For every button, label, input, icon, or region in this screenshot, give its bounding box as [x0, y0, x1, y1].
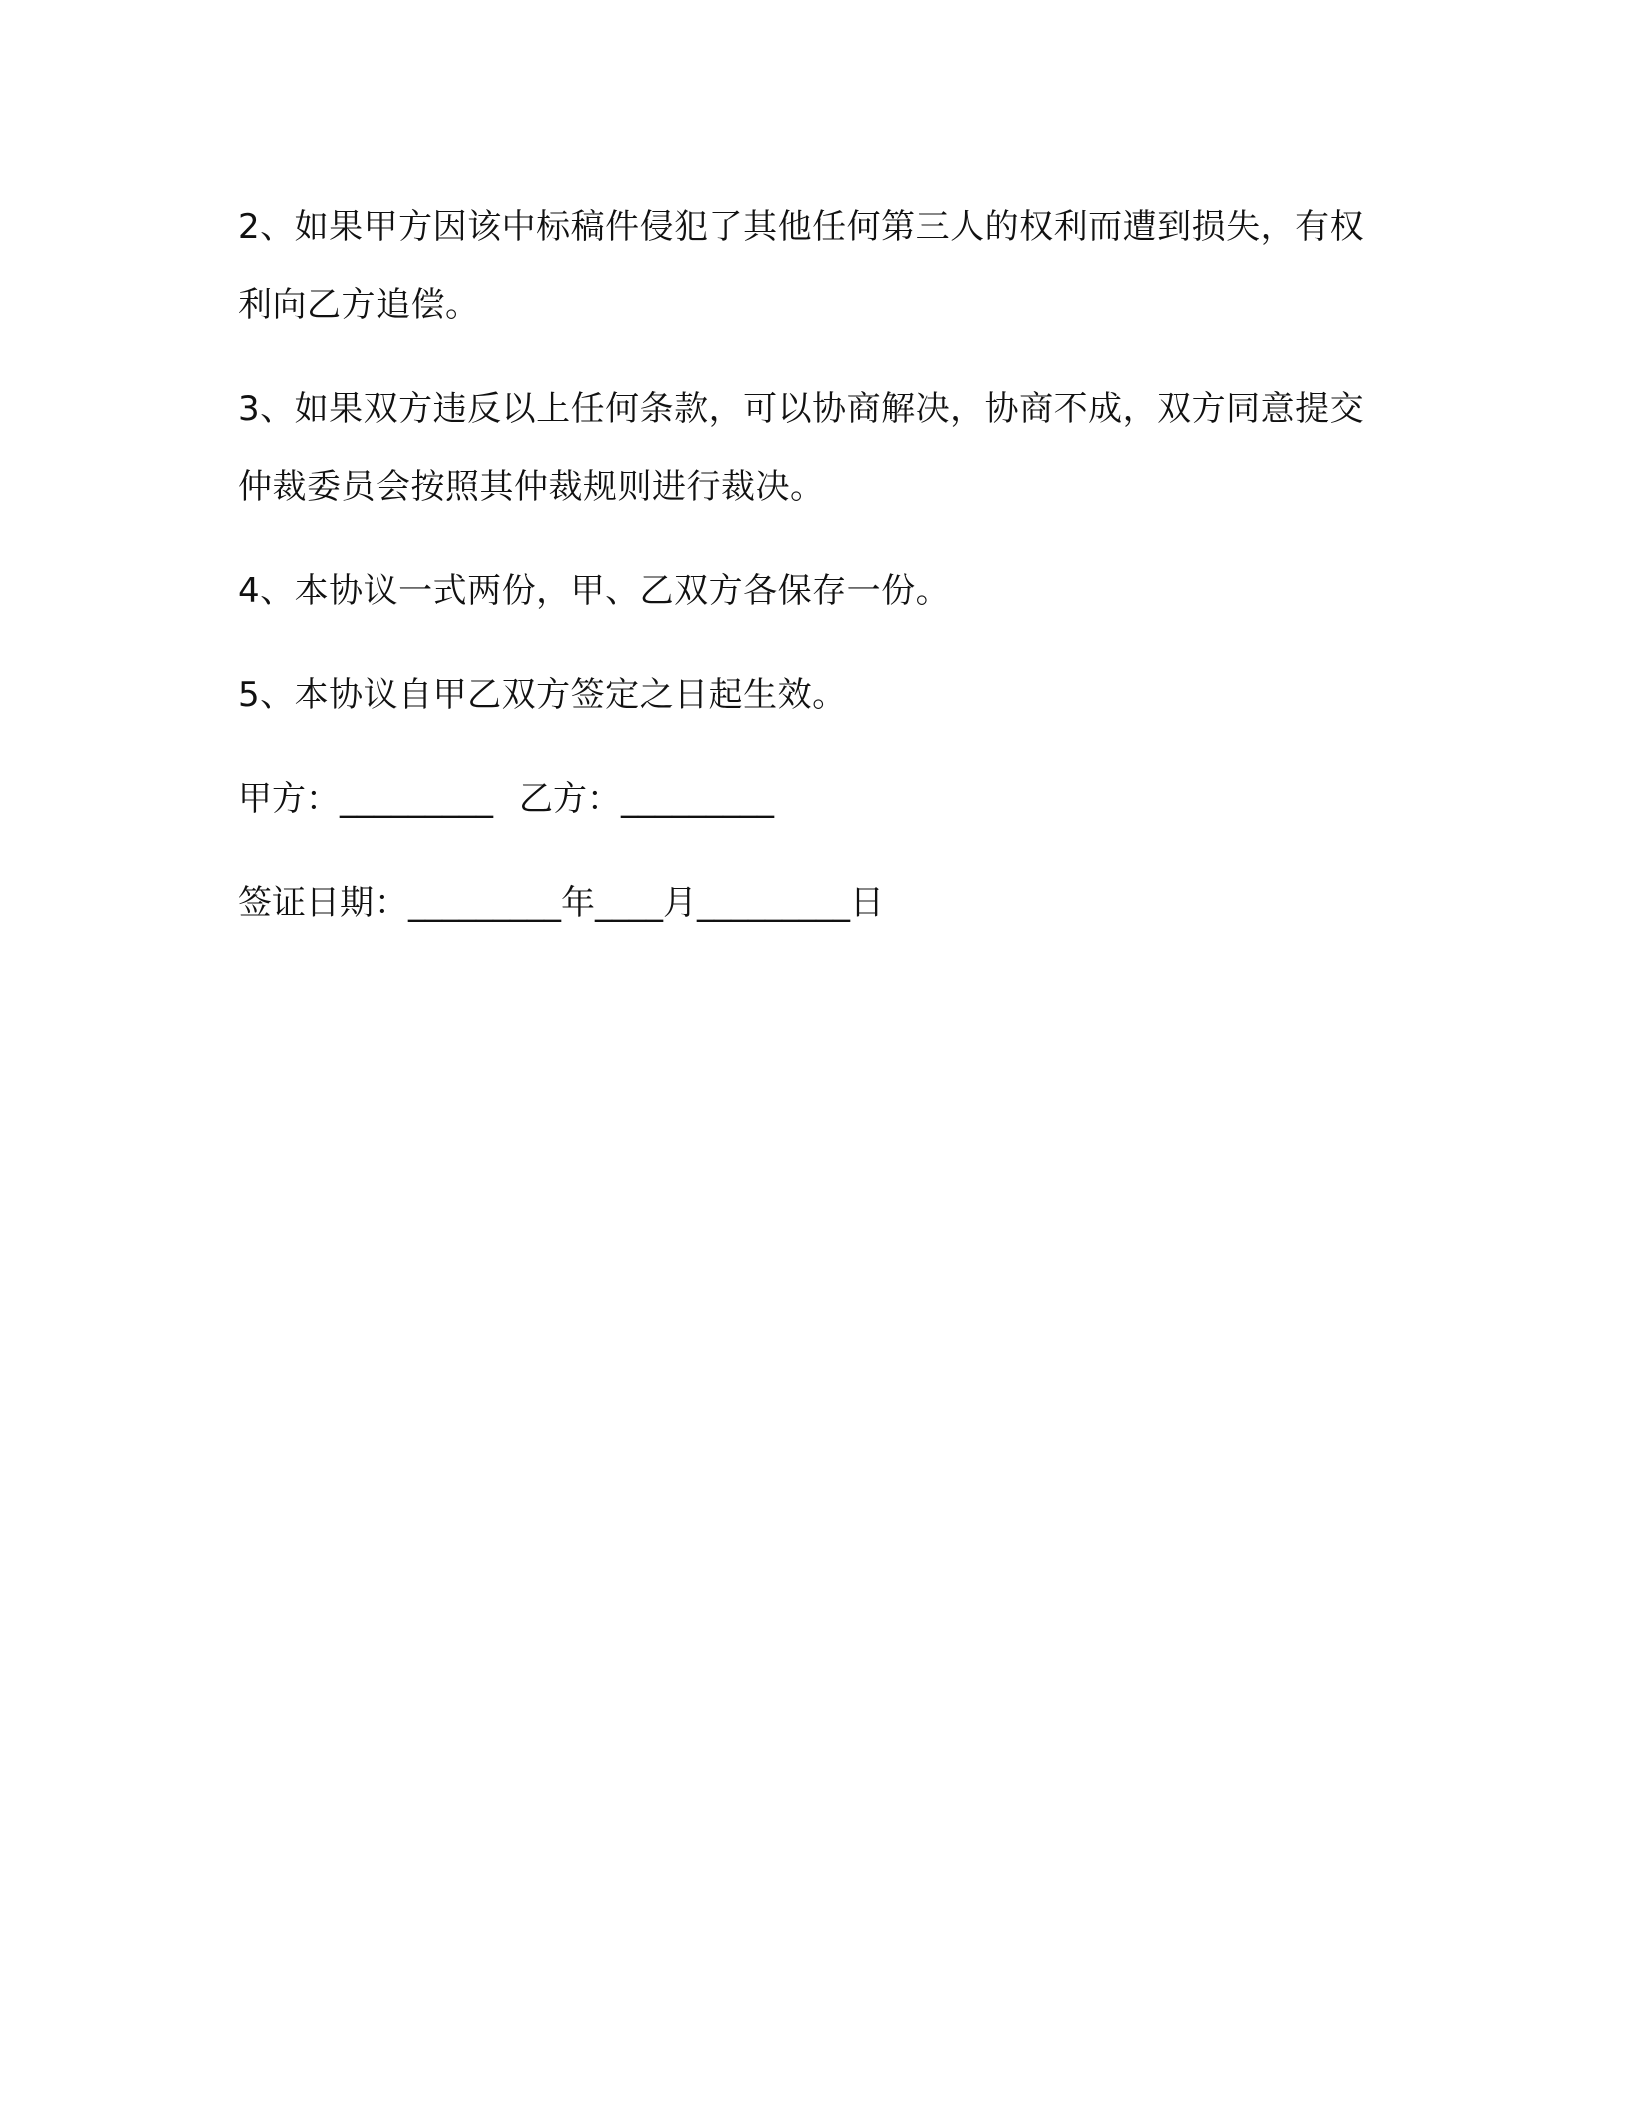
clause-3: 3、如果双方违反以上任何条款，可以协商解决，协商不成，双方同意提交仲裁委员会按照其仲裁规则进行裁决。 — [238, 389, 1365, 507]
clause-2: 2、如果甲方因该中标稿件侵犯了其他任何第三人的权利而遭到损失，有权利向乙方追偿。 — [238, 207, 1365, 325]
document-body — [238, 188, 1398, 968]
sign-date-line: 签证日期：_________年____月_________日 — [238, 883, 884, 923]
clause-4: 4、本协议一式两份，甲、乙双方各保存一份。 — [238, 571, 951, 611]
party-signature-row — [238, 760, 1398, 838]
clause-5: 5、本协议自甲乙双方签定之日起生效。 — [238, 675, 847, 715]
party-a-signature: 甲方：_________ — [238, 779, 493, 819]
party-b-signature: 乙方：_________ — [519, 779, 774, 819]
